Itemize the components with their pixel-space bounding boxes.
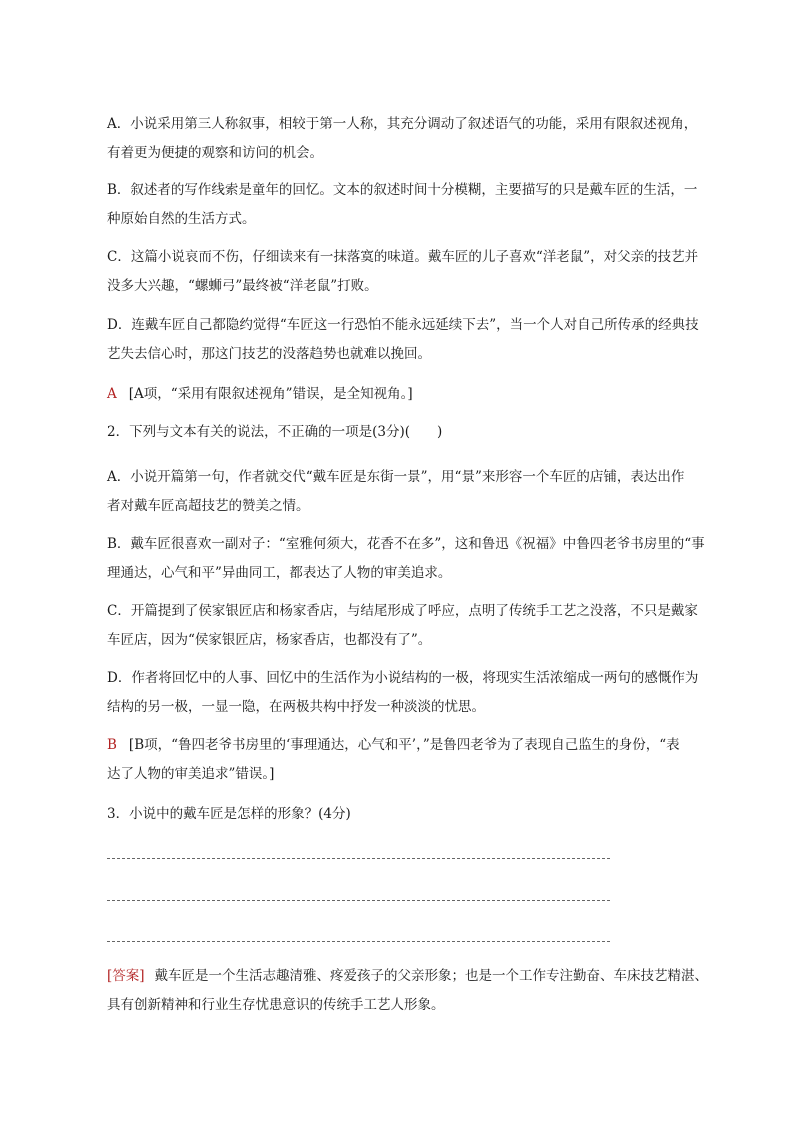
q3-answer-tag: [答案] xyxy=(107,968,145,984)
q2-option-d-line2: 结构的另一极，一显一隐，在两极共构中抒发一种淡淡的忧思。 xyxy=(107,699,485,715)
q1-option-d-line2: 艺失去信心时，那这门技艺的没落趋势也就难以挽回。 xyxy=(107,346,431,362)
q2-option-c xyxy=(107,597,719,655)
q1-option-b-line2: 种原始自然的生活方式。 xyxy=(107,211,256,227)
q2-answer-letter: B xyxy=(107,737,117,753)
q2-option-a-line1: A．小说开篇第一句，作者就交代“戴车匠是东街一景”，用“景”来形容一个车匠的店铺，表达出作 xyxy=(107,469,685,485)
q2-option-c-line2: 车匠店，因为“侯家银匠店，杨家香店，也都没有了”。 xyxy=(107,632,432,648)
q1-option-b xyxy=(107,176,719,234)
answer-blank-line xyxy=(107,858,610,859)
q3-answer-line2: 具有创新精神和行业生存忧患意识的传统手工艺人形象。 xyxy=(107,997,445,1013)
answer-blank-line xyxy=(107,941,610,942)
q2-option-a-line2: 者对戴车匠高超技艺的赞美之情。 xyxy=(107,498,310,514)
q1-option-a xyxy=(107,110,719,168)
q2-option-a xyxy=(107,463,719,521)
q1-option-a-line2: 有着更为便捷的观察和访问的机会。 xyxy=(107,145,323,161)
q3-answer xyxy=(107,962,719,1020)
q2-option-b-line1: B．戴车匠很喜欢一副对子：“室雅何须大，花香不在多”，这和鲁迅《祝福》中鲁四老爷书房里的“事 xyxy=(107,536,705,552)
q2-option-d-line1: D．作者将回忆中的人事、回忆中的生活作为小说结构的一极，将现实生活浓缩成一两句的感慨作为 xyxy=(107,670,699,686)
q2-option-d xyxy=(107,664,719,722)
q2-stem: 2．下列与文本有关的说法，不正确的一项是(3分)( ) xyxy=(107,424,443,440)
q1-option-d-line1: D．连戴车匠自己都隐约觉得“车匠这一行恐怕不能永远延续下去”，当一个人对自己所传承的经典技 xyxy=(107,317,699,333)
q1-option-a-line1: A．小说采用第三人称叙事，相较于第一人称，其充分调动了叙述语气的功能，采用有限叙述视角， xyxy=(107,116,698,132)
q1-option-d xyxy=(107,311,719,369)
q2-option-b xyxy=(107,530,719,588)
q1-answer-letter: A xyxy=(107,386,117,402)
q2-option-b-line2: 理通达，心气和平”异曲同工，都表达了人物的审美追求。 xyxy=(107,565,452,581)
answer-blank-line xyxy=(107,900,610,901)
q1-option-c xyxy=(107,243,719,301)
q1-option-b-line1: B．叙述者的写作线索是童年的回忆。文本的叙述时间十分模糊，主要描写的只是戴车匠的生活，一 xyxy=(107,182,698,198)
q3-answer-line1: 戴车匠是一个生活志趣清雅、疼爱孩子的父亲形象；也是一个工作专注勤奋、车床技艺精湛、 xyxy=(154,968,709,984)
q1-answer xyxy=(107,380,719,409)
q2-answer-explanation-line1: [B项，“鲁四老爷书房里的‘事理通达，心气和平’，”是鲁四老爷为了表现自己监生的身份，“表 xyxy=(128,737,680,753)
q2-option-c-line1: C．开篇提到了侯家银匠店和杨家香店，与结尾形成了呼应，点明了传统手工艺之没落，不只是戴家 xyxy=(107,603,698,619)
q2-answer-explanation-line2: 达了人物的审美追求”错误。] xyxy=(107,766,275,782)
q1-option-c-line2: 没多大兴趣，“螺蛳弓”最终被“洋老鼠”打败。 xyxy=(107,278,378,294)
q3-stem: 3．小说中的戴车匠是怎样的形象？(4分) xyxy=(107,806,351,822)
q1-option-c-line1: C．这篇小说哀而不伤，仔细读来有一抹落寞的味道。戴车匠的儿子喜欢“洋老鼠”，对父亲的技艺并 xyxy=(107,249,699,265)
q1-answer-explanation: [A项，“采用有限叙述视角”错误，是全知视角。] xyxy=(128,386,413,402)
q2-answer xyxy=(107,731,719,789)
